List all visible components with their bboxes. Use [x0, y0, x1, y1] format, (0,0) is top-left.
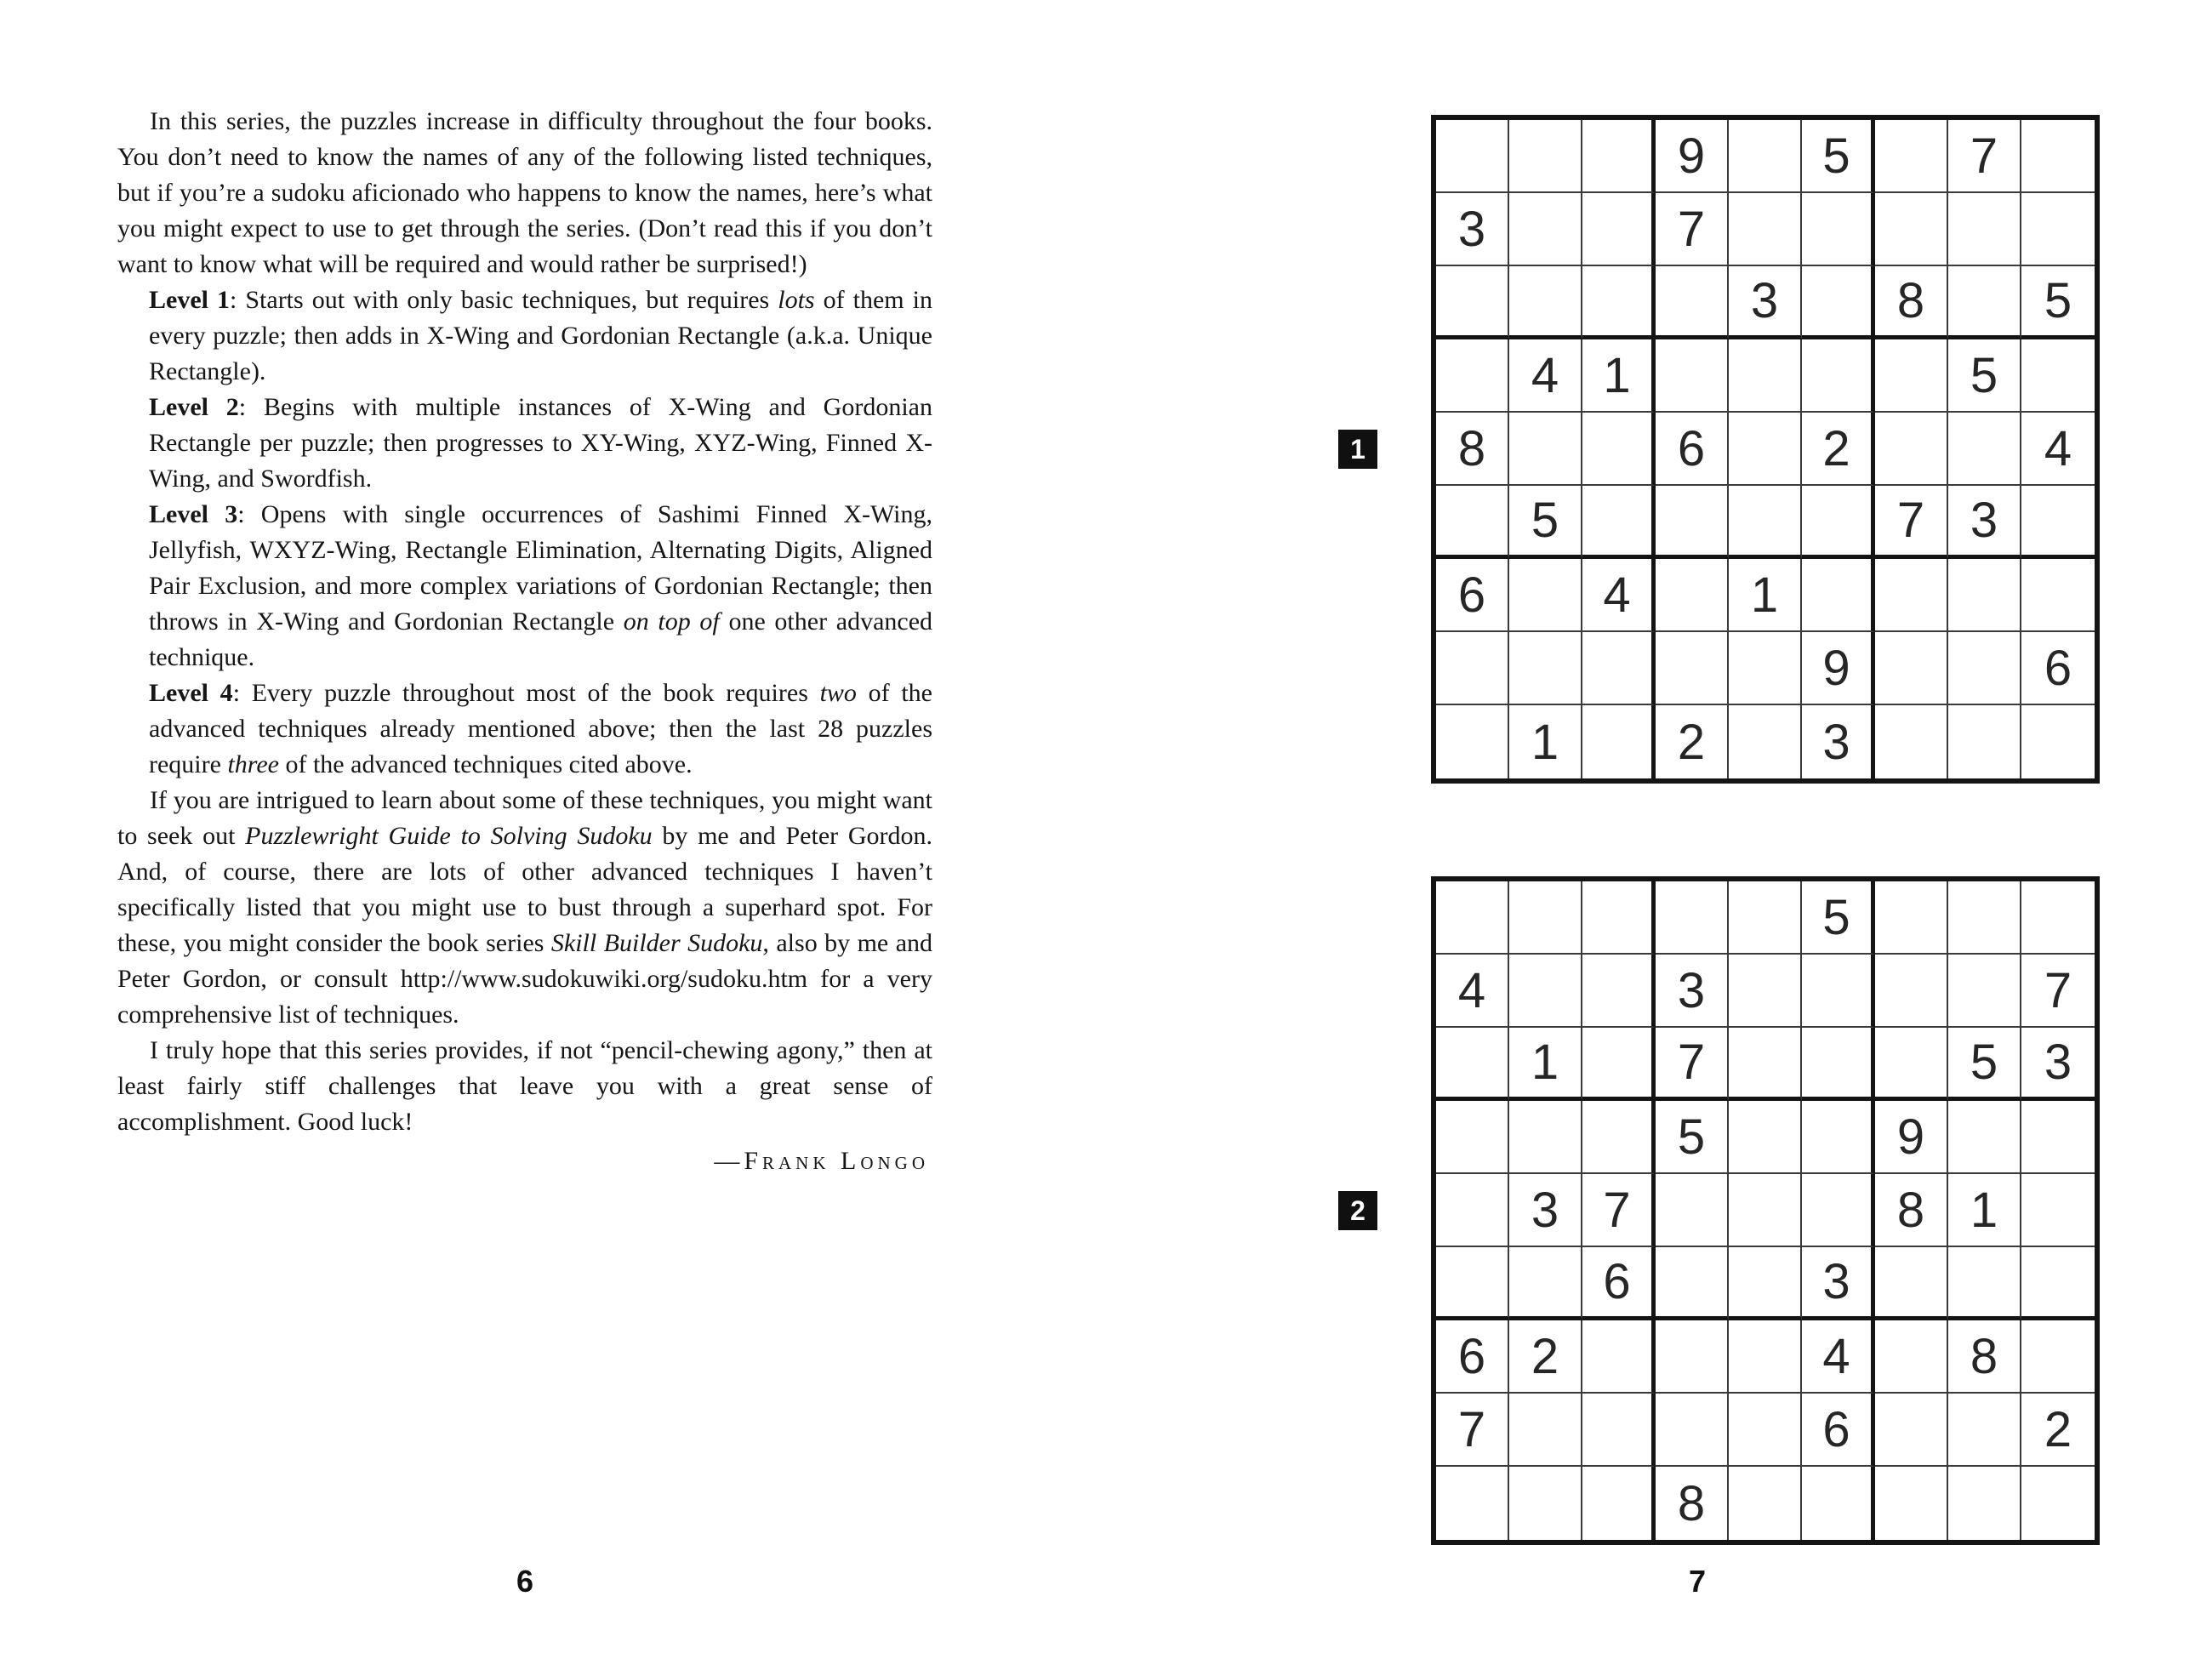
- sudoku-cell: [1948, 1394, 2021, 1467]
- sudoku-cell: [1875, 339, 1948, 413]
- sudoku-cell: [2021, 1467, 2095, 1540]
- sudoku-cell: [1948, 1101, 2021, 1174]
- sudoku-cell: [1802, 955, 1875, 1028]
- text-segment: : Every puzzle throughout most of the book requires: [232, 679, 820, 707]
- sudoku-cell: 5: [1656, 1101, 1729, 1174]
- sudoku-cell: 3: [1948, 486, 2021, 559]
- sudoku-cell: 6: [1656, 413, 1729, 486]
- sudoku-cell: 2: [1509, 1320, 1582, 1394]
- sudoku-cell: [1509, 632, 1582, 705]
- level-paragraph: [149, 282, 932, 390]
- sudoku-cell: [1729, 486, 1802, 559]
- sudoku-cell: [2021, 705, 2095, 778]
- sudoku-cell: [1875, 120, 1948, 193]
- sudoku-cell: 3: [1656, 955, 1729, 1028]
- sudoku-cell: [1875, 1320, 1948, 1394]
- text-segment: I truly hope that this series provides, if not “pencil-chewing agony,” then at least fairly stiff challenges that leave you with a great sense of accomplishment. Good luck!: [117, 1036, 932, 1136]
- level-paragraph: [149, 497, 932, 676]
- text-segment: one other advanced technique.: [149, 607, 933, 671]
- sudoku-cell: [1509, 1467, 1582, 1540]
- sudoku-cell: 1: [1729, 559, 1802, 632]
- sudoku-cell: [1729, 1394, 1802, 1467]
- sudoku-cell: [2021, 1101, 2095, 1174]
- sudoku-cell: [1948, 881, 2021, 955]
- sudoku-cell: [1875, 705, 1948, 778]
- sudoku-cell: [1729, 881, 1802, 955]
- sudoku-cell: [2021, 339, 2095, 413]
- sudoku-cell: [1802, 1467, 1875, 1540]
- sudoku-cell: [1582, 1320, 1656, 1394]
- sudoku-cell: [2021, 559, 2095, 632]
- sudoku-cell: 5: [1802, 881, 1875, 955]
- sudoku-cell: [1436, 339, 1509, 413]
- sudoku-cell: [1875, 632, 1948, 705]
- text-segment: of the advanced techniques already mentioned above; then the last 28 puzzles require: [149, 679, 932, 778]
- sudoku-cell: 8: [1875, 1174, 1948, 1247]
- sudoku-cell: 4: [1582, 559, 1656, 632]
- text-segment: In this series, the puzzles increase in difficulty throughout the four books. You don’t need to know the names of any of the following listed techniques, but if you’re a sudoku aficionado who happens to know the names, here’s what you might expect to use to get through the series. (Don’t read this if you don’t want to know what will be required and would rather be surprised!): [117, 107, 932, 278]
- sudoku-cell: [1509, 120, 1582, 193]
- sudoku-cell: [1729, 1174, 1802, 1247]
- sudoku-cell: [1875, 559, 1948, 632]
- sudoku-cell: [1656, 1394, 1729, 1467]
- text-segment: Skill Builder Sudoku: [550, 929, 763, 957]
- sudoku-cell: [1582, 1467, 1656, 1540]
- sudoku-cell: [1729, 193, 1802, 266]
- sudoku-cell: [1436, 1467, 1509, 1540]
- sudoku-cell: 3: [1729, 266, 1802, 339]
- sudoku-cell: [1436, 632, 1509, 705]
- sudoku-cell: 4: [2021, 413, 2095, 486]
- sudoku-cell: [1729, 1247, 1802, 1320]
- page-number-left: 6: [516, 1564, 534, 1599]
- sudoku-cell: [1582, 1101, 1656, 1174]
- sudoku-cell: [1582, 193, 1656, 266]
- text-segment: : Starts out with only basic techniques, but requires: [230, 286, 778, 314]
- sudoku-cell: [1802, 193, 1875, 266]
- sudoku-cell: [1509, 413, 1582, 486]
- sudoku-cell: 3: [1802, 1247, 1875, 1320]
- sudoku-cell: 2: [1802, 413, 1875, 486]
- sudoku-cell: [1948, 1467, 2021, 1540]
- sudoku-cell: [1436, 705, 1509, 778]
- sudoku-cell: 8: [1948, 1320, 2021, 1394]
- sudoku-cell: [1948, 193, 2021, 266]
- sudoku-cell: [1729, 120, 1802, 193]
- sudoku-cell: [1509, 881, 1582, 955]
- sudoku-cell: [2021, 486, 2095, 559]
- sudoku-cell: [1509, 266, 1582, 339]
- text-segment: Level 4: [149, 679, 233, 707]
- text-segment: Level 1: [149, 286, 230, 314]
- sudoku-cell: [1436, 881, 1509, 955]
- sudoku-cell: 6: [1582, 1247, 1656, 1320]
- sudoku-cell: [1875, 413, 1948, 486]
- sudoku-cell: [1948, 1247, 2021, 1320]
- sudoku-cell: [1802, 486, 1875, 559]
- sudoku-cell: 7: [1875, 486, 1948, 559]
- sudoku-cell: [1729, 1320, 1802, 1394]
- sudoku-cell: [1582, 632, 1656, 705]
- sudoku-cell: [1802, 559, 1875, 632]
- sudoku-cell: [1875, 1028, 1948, 1101]
- text-segment: by me and Peter Gordon. And, of course, there are lots of other advanced techniques I haven’t specifically listed that you might use to bust through a superhard spot. For these, you might consider the book series: [117, 822, 933, 957]
- sudoku-cell: 1: [1509, 1028, 1582, 1101]
- sudoku-cell: 6: [1436, 1320, 1509, 1394]
- sudoku-cell: [2021, 120, 2095, 193]
- sudoku-cell: 5: [1948, 339, 2021, 413]
- text-segment: : Opens with single occurrences of Sashimi Finned X-Wing, Jellyfish, WXYZ-Wing, Rectangle Elimination, Alternating Digits, Aligned Pair Exclusion, and more complex variations of Gordonian Rectangle; then throws in X-Wing and Gordonian Rectangle: [149, 500, 932, 636]
- sudoku-cell: [1582, 120, 1656, 193]
- sudoku-cell: [1509, 955, 1582, 1028]
- sudoku-cell: [1582, 955, 1656, 1028]
- sudoku-cell: [1729, 1101, 1802, 1174]
- sudoku-cell: 1: [1948, 1174, 2021, 1247]
- sudoku-cell: [1656, 266, 1729, 339]
- sudoku-cell: [1509, 1394, 1582, 1467]
- text-segment: three: [227, 750, 279, 778]
- puzzle-number-badge-2: 2: [1338, 1191, 1377, 1230]
- sudoku-cell: [1948, 559, 2021, 632]
- text-segment: of the advanced techniques cited above.: [278, 750, 693, 778]
- sudoku-cell: [1875, 1394, 1948, 1467]
- sudoku-cell: 4: [1509, 339, 1582, 413]
- sudoku-cell: [1729, 632, 1802, 705]
- level-paragraph: [149, 390, 932, 497]
- sudoku-cell: [1509, 559, 1582, 632]
- sudoku-grid-1: [1431, 115, 2100, 784]
- sudoku-cell: 9: [1802, 632, 1875, 705]
- text-segment: : Begins with multiple instances of X-Wing and Gordonian Rectangle per puzzle; then progresses to XY-Wing, XYZ-Wing, Finned X-Wing, and Swordfish.: [149, 393, 932, 493]
- sudoku-cell: 9: [1875, 1101, 1948, 1174]
- sudoku-cell: [1948, 266, 2021, 339]
- sudoku-cell: 7: [2021, 955, 2095, 1028]
- sudoku-cell: [1436, 120, 1509, 193]
- sudoku-cell: [1948, 632, 2021, 705]
- intro-text-column: [117, 104, 932, 1179]
- sudoku-cell: 3: [1802, 705, 1875, 778]
- sudoku-cell: [2021, 193, 2095, 266]
- text-segment: Puzzlewright Guide to Solving Sudoku: [245, 822, 653, 850]
- sudoku-cell: 3: [1436, 193, 1509, 266]
- sudoku-cell: [1582, 266, 1656, 339]
- sudoku-cell: [1802, 1028, 1875, 1101]
- text-segment: If you are intrigued to learn about some of these techniques, you might want to seek out: [117, 786, 932, 850]
- text-segment: on top of: [623, 607, 720, 636]
- sudoku-cell: [1802, 1101, 1875, 1174]
- text-segment: two: [819, 679, 857, 707]
- sudoku-cell: 6: [2021, 632, 2095, 705]
- sudoku-cell: [1656, 486, 1729, 559]
- sudoku-cell: 4: [1436, 955, 1509, 1028]
- sudoku-cell: [1875, 881, 1948, 955]
- sudoku-cell: 7: [1656, 193, 1729, 266]
- sudoku-cell: 5: [1948, 1028, 2021, 1101]
- text-segment: , also by me and Peter Gordon, or consult http://www.sudokuwiki.org/sudoku.htm for a very comprehensive list of techniques.: [117, 929, 933, 1029]
- sudoku-cell: [1802, 1174, 1875, 1247]
- sudoku-cell: [1436, 266, 1509, 339]
- sudoku-cell: 8: [1656, 1467, 1729, 1540]
- sudoku-cell: [1729, 1028, 1802, 1101]
- sudoku-cell: 9: [1656, 120, 1729, 193]
- text-segment: of them in every puzzle; then adds in X-Wing and Gordonian Rectangle (a.k.a. Unique Rectangle).: [149, 286, 933, 385]
- sudoku-cell: [1802, 339, 1875, 413]
- sudoku-cell: [1656, 881, 1729, 955]
- sudoku-cell: 5: [1802, 120, 1875, 193]
- sudoku-cell: [1656, 1174, 1729, 1247]
- sudoku-cell: 4: [1802, 1320, 1875, 1394]
- text-segment: lots: [778, 286, 815, 314]
- level-paragraph: [149, 676, 932, 783]
- sudoku-cell: [1436, 1101, 1509, 1174]
- text-segment: Level 3: [149, 500, 238, 528]
- sudoku-cell: [1582, 881, 1656, 955]
- puzzle-number-badge-1: 1: [1338, 430, 1377, 469]
- sudoku-cell: 1: [1582, 339, 1656, 413]
- sudoku-cell: [1656, 632, 1729, 705]
- sudoku-cell: 1: [1509, 705, 1582, 778]
- sudoku-cell: 7: [1582, 1174, 1656, 1247]
- sudoku-cell: 6: [1802, 1394, 1875, 1467]
- sudoku-cell: [1875, 955, 1948, 1028]
- sudoku-cell: [1582, 486, 1656, 559]
- sudoku-cell: [1436, 1028, 1509, 1101]
- sudoku-cell: [1802, 266, 1875, 339]
- sudoku-cell: [1948, 705, 2021, 778]
- sudoku-cell: 3: [2021, 1028, 2095, 1101]
- sudoku-cell: [1729, 339, 1802, 413]
- sudoku-cell: [2021, 1247, 2095, 1320]
- sudoku-cell: [1656, 339, 1729, 413]
- sudoku-cell: [1875, 193, 1948, 266]
- sudoku-cell: [2021, 1174, 2095, 1247]
- intro-paragraph: [117, 1033, 932, 1140]
- sudoku-cell: 7: [1436, 1394, 1509, 1467]
- sudoku-cell: 7: [1656, 1028, 1729, 1101]
- sudoku-cell: [1436, 1247, 1509, 1320]
- sudoku-cell: [1656, 1320, 1729, 1394]
- sudoku-cell: 7: [1948, 120, 2021, 193]
- sudoku-cell: [1582, 413, 1656, 486]
- intro-paragraph: [117, 104, 932, 282]
- sudoku-cell: [1729, 955, 1802, 1028]
- sudoku-cell: [1436, 486, 1509, 559]
- sudoku-puzzle-1: [1338, 115, 2112, 787]
- page-number-right: 7: [1688, 1564, 1707, 1599]
- sudoku-cell: [1509, 193, 1582, 266]
- sudoku-puzzle-2: [1338, 876, 2112, 1548]
- sudoku-cell: [1509, 1247, 1582, 1320]
- sudoku-cell: [1948, 413, 2021, 486]
- sudoku-cell: [1729, 705, 1802, 778]
- sudoku-cell: [1656, 1247, 1729, 1320]
- sudoku-cell: 2: [2021, 1394, 2095, 1467]
- sudoku-cell: 5: [1509, 486, 1582, 559]
- sudoku-cell: [1582, 1028, 1656, 1101]
- sudoku-cell: [1436, 1174, 1509, 1247]
- sudoku-cell: [1582, 705, 1656, 778]
- sudoku-cell: [1656, 559, 1729, 632]
- author-signature: —Frank Longo: [714, 1147, 929, 1175]
- sudoku-cell: 5: [2021, 266, 2095, 339]
- sudoku-cell: [2021, 881, 2095, 955]
- sudoku-cell: [1582, 1394, 1656, 1467]
- sudoku-cell: 8: [1875, 266, 1948, 339]
- sudoku-cell: [1948, 955, 2021, 1028]
- sudoku-cell: [1729, 1467, 1802, 1540]
- sudoku-grid-2: [1431, 876, 2100, 1545]
- text-segment: Level 2: [149, 393, 239, 421]
- sudoku-cell: 3: [1509, 1174, 1582, 1247]
- sudoku-cell: [1729, 413, 1802, 486]
- sudoku-cell: 8: [1436, 413, 1509, 486]
- sudoku-cell: [2021, 1320, 2095, 1394]
- intro-paragraph: [117, 783, 932, 1033]
- sudoku-cell: 6: [1436, 559, 1509, 632]
- sudoku-cell: [1875, 1467, 1948, 1540]
- sudoku-cell: [1875, 1247, 1948, 1320]
- sudoku-cell: [1509, 1101, 1582, 1174]
- sudoku-cell: 2: [1656, 705, 1729, 778]
